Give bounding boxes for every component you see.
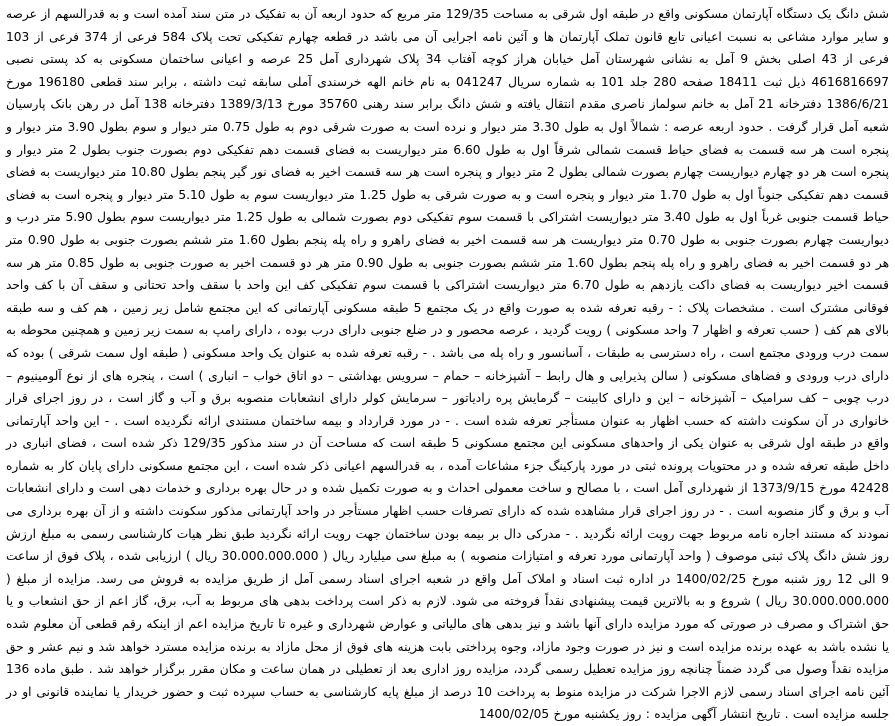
- auction-notice-text: شش دانگ یک دستگاه آپارتمان مسکونی واقع در طبقه اول شرقی به مساحت 129/35 متر مربع که حدود اربعه آن به تفکیک در متن سند آمده است و به قدرالسهم از عرصه و سایر موارد مشاعی به نسبت اعیانی تابع قانون تملک آپارتمان ها و آئین نامه اجرایی آن می باشد در قطعه چهارم تفکیکی تحت پلاک 584 فرعی از 374 فرعی از 103 فرعی از 43 اصلی بخش 9 آمل به نشانی شهرستان آمل خیابان هراز کوچه آفتاب 34 پلاک شهرداری آمل 25 عرصه و اعیانی ساختمان مسکونی به کد پستی نصبی 4616816697 ذیل ثبت 18411 صفحه 280 جلد 101 به شماره سریال 041247 به نام خانم الهه خرسندی آملی سابقه ثبت داشته ، برابر سند قطعی 196180 مورخ 1386/6/21 دفترخانه 21 آمل به خانم سولماز ناصری مقدم انتقال یافته و شش دانگ برابر سند رهنی 35760 مورخ 1389/3/13 دفترخانه 138 آمل در رهن بانک پارسیان شعبه آمل قرار گرفت . حدود اربعه عرصه : شمالاً اول به طول 3.30 متر دیوار و نرده است به صورت شرقی دوم به طول 0.75 متر دیوار و سوم بطول 3.90 متر دیوار و پنجره است هر سه قسمت به فضای حیاط قسمت شمالی شرقاً اول به طول 6.60 متر دیواریست به فضای قسمت دهم تفکیکی دوم بصورت جنوب بطول 2 متر دیوار و پنجره است هر دو چهارم دیواریست چهارم بصورت شمالی بطول 2 متر دیوار و پنجره است هر سه قسمت اخیر به فضای نور گیر پنجم بطول 10.80 متر دیواریست به فضای قسمت دهم تفکیکی جنوباً اول به طول 1.70 متر دیوار و پنجره است و به صورت شرقی به طول 1.25 متر دیواریست سوم به طول 5.10 متر دیوار و پنجره است به فضای حیاط قسمت جنوبی غرباً اول به طول 3.40 متر دیواریست اشتراکی با قسمت سوم تفکیکی دوم بصورت شمالی به طول 1.25 متر دیواریست سوم بطول 5.90 متر درب و دیواریست چهارم بصورت جنوبی به طول 0.70 متر دیواریست هر سه قسمت اخیر به فضای راهرو و راه پله پنجم بطول 1.60 متر ششم بصورت جنوبی به طول 0.90 متر هر دو قسمت اخیر به فضای راهرو و راه پله پنجم بطول 1.60 متر ششم بصورت جنوبی به طول 0.90 متر هر دو قسمت اخیر به صورت جنوبی به طول 0.85 متر هر سه قسمت اخیر دیواریست به فضای داکت یازدهم به طول 6.70 متر دیواریست اشتراکی با قسمت سوم تفکیکی کف این واحد با سقف واحد تحتانی و سقف آن با کف واحد فوقانی مشترک است . مشخصات پلاک : - رقبه تعرفه شده به صورت واقع در یک مجتمع 5 طبقه مسکونی آپارتمانی که این مجتمع شامل زیر زمین ، هم کف و سه طبقه بالای هم کف ( حسب تعرفه و اظهار 7 واحد مسکونی ) رویت گردید ، عرصه محصور و در ضلع جنوبی دارای درب بوده ، دارای رامپ به سمت زیر زمین و همچنین محوطه به سمت درب ورودی مجتمع است ، راه دسترسی به طبقات ، آسانسور و راه پله می باشد . - رقبه تعرفه شده به عنوان یک واحد مسکونی ( طبقه اول سمت شرقی ) بوده که دارای درب ورودی و فضاهای مسکونی ( سالن پذیرایی و هال رابط – آشپزخانه – حمام – سرویس بهداشتی – دو اتاق خواب – انباری ) است ، پنجره های از نوع آلومینیوم – درب چوبی – کف سرامیک – آشپزخانه – این و دارای کابینت – گرمایش پره رادیاتور – سرمایش کولر دارای انشعابات منصوبه برق و آب و گاز است ، در روز اجرای قرار خانواری در آن سکونت داشته که حسب اظهار به عنوان مستأجر تعرفه شده است . - در مورد قرارداد و بیمه ساختمان مستندی ارائه نگردیده است . - این واحد آپارتمانی واقع در طبقه اول شرقی به عنوان یکی از واحدهای مسکونی این مجتمع مسکونی 5 طبقه است که مساحت آن در سند مذکور 129/35 ذکر شده است ، فضای انباری در داخل طبقه تعرفه شده و در محتویات پرونده ثبتی در مورد پارکینگ جزء مشاعات آمده ، به قدرالسهم اعیانی ذکر شده است ، این مجتمع مسکونی دارای پایان کار به شماره 42428 مورخ 1373/9/15 از شهرداری آمل است ، با مصالح و ساخت معمولی احداث و به صورت تکمیل شده و در حال بهره برداری و خدمات دهی است و دارای انشعابات آب و برق و گاز منصوبه است . - در روز اجرای قرار مشاهده شده که دارای تصرفات حسب اظهار مستأجر در واحد آپارتمانی مذکور سکونت داشته و از آن بهره برداری می نمودند که مستند اجاره نامه مربوط جهت رویت ارائه نگردید . - مدرکی دال بر بیمه بودن ساختمان جهت رویت ارائه نگردید طبق نظر هیات کارشناسی رسمی به مبلغ ارزش روز شش دانگ پلاک ثبتی موصوف ( واحد آپارتمانی مورد تعرفه و امتیازات منصوبه ) به مبلغ سی میلیارد ریال ( 30.000.000.000 ریال ) ارزیابی شده ، پلاک فوق از ساعت 9 الی 12 روز شنبه مورخ 1400/02/25 در اداره ثبت اسناد و املاک آمل واقع در شعبه اجرای اسناد رسمی آمل از طریق مزایده به فروش می رسد. مزایده از مبلغ ( 30.000.000.000 ریال ) شروع و به بالاترین قیمت پیشنهادی نقداً فروخته می شود. لازم به ذکر است پرداخت بدهی های مربوط به آب، برق، گاز اعم از حق انشعاب و یا حق اشتراک و مصرف در صورتی که مورد مزایده دارای آنها باشد و نیز بدهی های مالیاتی و عوارض شهرداری و غیره تا تاریخ مزایده اعم از اینکه رقم قطعی آن معلوم شده یا نشده باشد به عهده برنده مزایده است و نیز در صورت وجود مازاد، وجوه پرداختی بابت هزینه های فوق از محل مازاد به برنده مزایده مسترد خواهد شد و نیم عشر و حق مزایده نقداً وصول می گردد ضمناً چنانچه روز مزایده تعطیل رسمی گردد، مزایده روز اداری بعد از تعطیلی در همان ساعت و مکان مقرر برگزار خواهد شد . طبق ماده 136 آئین نامه اجرای اسناد رسمی لازم الاجرا شرکت در مزایده منوط به پرداخت 10 درصد از مبلغ پایه کارشناسی به حساب سپرده ثبت و حضور خریدار یا نماینده قانونی او در جلسه مزایده است . تاریخ انتشار آگهی مزایده : روز یکشنبه مورخ 1400/02/05: [6, 7, 890, 722]
